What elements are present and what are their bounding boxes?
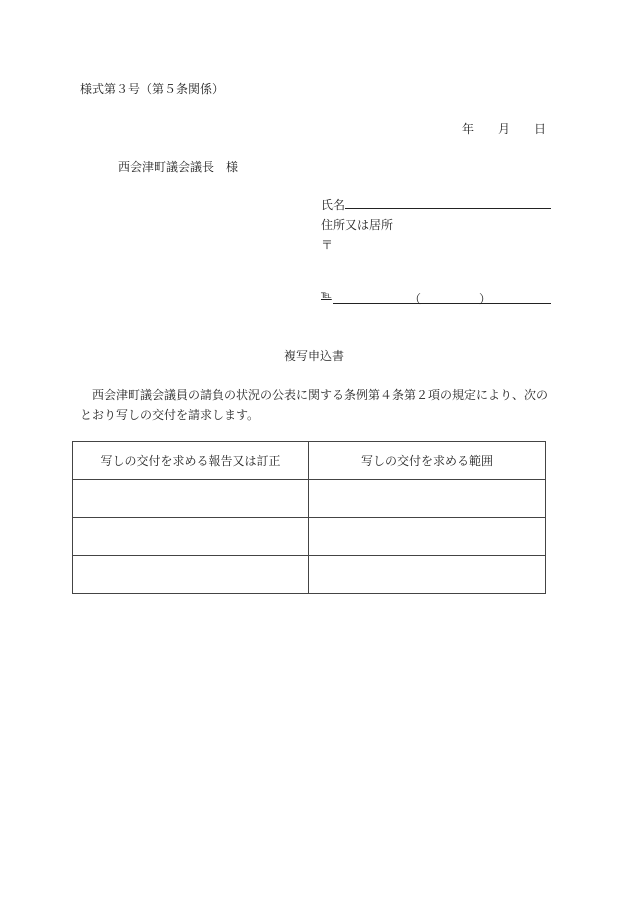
body-text xyxy=(80,385,560,425)
request-table xyxy=(72,441,546,594)
document-title: 複写申込書 xyxy=(284,349,345,363)
date-row xyxy=(462,120,546,137)
table-row xyxy=(73,480,546,518)
body-text-content: 西会津町議会議員の請負の状況の公表に関する条例第４条第２項の規定により、次のとおり写しの交付を請求します。 xyxy=(80,388,549,422)
form-number: 様式第３号（第５条関係） xyxy=(80,82,225,96)
day-label: 日 xyxy=(534,122,547,136)
table-row xyxy=(73,556,546,594)
applicant-name-label: 氏名 xyxy=(321,198,346,212)
table-cell[interactable] xyxy=(73,480,309,518)
phone-field[interactable] xyxy=(333,303,551,304)
header-range: 写しの交付を求める範囲 xyxy=(309,442,546,480)
postal-mark: 〒 xyxy=(321,238,334,252)
header-report-or-correction: 写しの交付を求める報告又は訂正 xyxy=(73,442,309,480)
table-cell[interactable] xyxy=(309,480,546,518)
phone-close-paren: ） xyxy=(479,292,492,306)
year-label: 年 xyxy=(462,122,475,136)
table-cell[interactable] xyxy=(309,556,546,594)
table-header-row xyxy=(73,442,546,480)
table-cell[interactable] xyxy=(73,556,309,594)
phone-label: ℡ xyxy=(321,290,332,301)
table-cell[interactable] xyxy=(73,518,309,556)
addressee: 西会津町議会議長 様 xyxy=(118,160,239,174)
table-cell[interactable] xyxy=(309,518,546,556)
month-label: 月 xyxy=(498,122,511,136)
applicant-name-field[interactable] xyxy=(345,208,551,209)
phone-open-paren: （ xyxy=(409,292,422,306)
table-row xyxy=(73,518,546,556)
applicant-address-label: 住所又は居所 xyxy=(321,218,394,232)
